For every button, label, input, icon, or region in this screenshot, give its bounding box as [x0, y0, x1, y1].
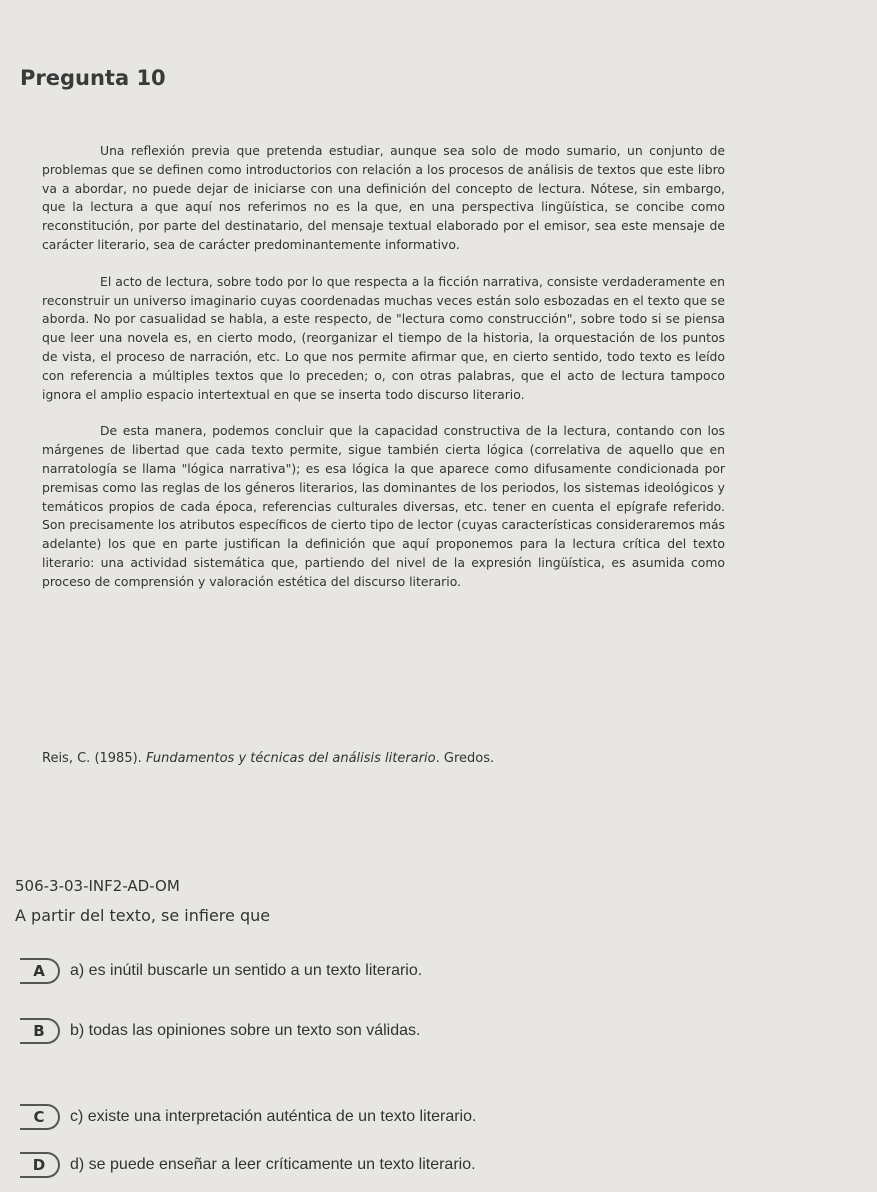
reference-suffix: . Gredos. [435, 751, 495, 766]
passage-paragraph: Una reflexión previa que pretenda estudiar, aunque sea solo de modo sumario, un conjunto de problemas que se definen como introductorios con relación a los procesos de análisis de textos que este libro va a abordar, no puede dejar de iniciarse con una definición del concepto de lectura. Nótese, sin embargo, que la lectura a que aquí nos referimos no es la que, en una perspectiva lingüística, se concibe como reconstitución, por parte del destinatario, del mensaje textual elaborado por el emisor, sea este mensaje de carácter literario, sea de carácter predominantemente informativo. [42, 143, 725, 252]
option-text[interactable]: c) existe una interpretación auténtica de un texto literario. [70, 1108, 477, 1125]
option-text[interactable]: d) se puede enseñar a leer críticamente un texto literario. [70, 1156, 476, 1173]
passage-paragraph: El acto de lectura, sobre todo por lo que respecta a la ficción narrativa, consiste verdaderamente en reconstruir un universo imaginario cuyas coordenadas muchas veces están solo esbozadas en el texto que se aborda. No por casualidad se habla, a este respecto, de "lectura como construcción", sobre todo si se piensa que leer una novela es, en cierto modo, (reorganizar el tiempo de la historia, la orquestación de los puntos de vista, el proceso de narración, etc. Lo que nos permite afirmar que, en cierto sentido, todo texto es leído con referencia a múltiples textos que lo preceden; o, con otras palabras, que el acto de lectura tampoco ignora el amplio espacio intertextual en que se inserta todo discurso literario. [42, 273, 725, 402]
question-title: Pregunta 10 [20, 66, 166, 90]
option-letter-badge[interactable]: B [20, 1018, 60, 1044]
option-b[interactable] [20, 1016, 420, 1046]
option-d[interactable] [20, 1150, 476, 1180]
reference-prefix: Reis, C. (1985). [42, 751, 146, 766]
option-c[interactable] [20, 1102, 476, 1132]
question-stem: A partir del texto, se infiere que [15, 906, 271, 925]
passage-paragraph: De esta manera, podemos concluir que la capacidad constructiva de la lectura, contando con los márgenes de libertad que cada texto permite, sigue también cierta lógica (correlativa de aquello que en narratología se llama "lógica narrativa"); es esa lógica la que aparece como difusamente condicionada por premisas como las reglas de los géneros literarios, las dominantes de los periodos, los sistemas ideológicos y temáticos propios de cada época, referencias culturales diversas, etc. tener en cuenta el epígrafe referido. Son precisamente los atributos específicos de cierto tipo de lector (cuyas características consideraremos más adelante) los que en parte justifican la definición que aquí proponemos para la lectura crítica del texto literario: una actividad sistemática que, partiendo del nivel de la expresión lingüística, es asumida como proceso de comprensión y valoración estética del discurso literario. [42, 423, 725, 589]
reading-passage [42, 142, 725, 610]
option-text[interactable]: a) es inútil buscarle un sentido a un texto literario. [70, 962, 423, 979]
item-code: 506-3-03-INF2-AD-OM [15, 877, 180, 895]
option-a[interactable] [20, 956, 422, 986]
option-letter-badge[interactable]: D [20, 1152, 60, 1178]
bibliographic-reference [42, 751, 742, 766]
reference-title: Fundamentos y técnicas del análisis literario [145, 751, 436, 766]
option-letter-badge[interactable]: A [20, 958, 60, 984]
option-letter-badge[interactable]: C [20, 1104, 60, 1130]
option-text[interactable]: b) todas las opiniones sobre un texto son válidas. [70, 1022, 421, 1039]
